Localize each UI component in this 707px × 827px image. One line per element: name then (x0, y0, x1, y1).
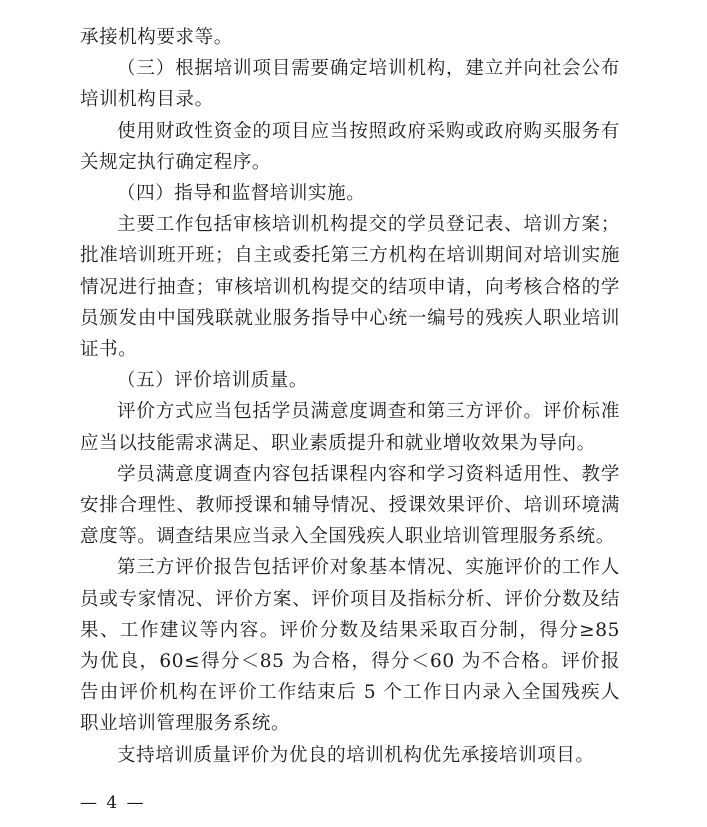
page-number: — 4 — (80, 793, 146, 813)
paragraph-satisfaction-survey: 学员满意度调查内容包括课程内容和学习资料适用性、教学安排合理性、教师授课和辅导情况、授课效果评价、培训环境满意度等。调查结果应当录入全国残疾人职业培训管理服务系统。 (80, 463, 620, 548)
paragraph-item-5: （五）评价培训质量。 (117, 370, 309, 392)
paragraph-evaluation-method: 评价方式应当包括学员满意度调查和第三方评价。评价标准应当以技能需求满足、职业素质提升和就业增收效果为导向。 (80, 401, 620, 454)
paragraph-priority-support: 支持培训质量评价为优良的培训机构优先承接培训项目。 (117, 744, 595, 766)
paragraph-continuation: 承接机构要求等。 (80, 27, 233, 48)
paragraph-main-work: 主要工作包括审核培训机构提交的学员登记表、培训方案；批准培训班开班；自主或委托第三方机构在培训期间对培训实施情况进行抽查；审核培训机构提交的结项申请，向考核合格的学员颁发由中国残联就业服务指导中心统一编号的残疾人职业培训证书。 (80, 214, 620, 361)
paragraph-item-3: （三）根据培训项目需要确定培训机构，建立并向社会公布培训机构目录。 (80, 58, 620, 111)
paragraph-procurement: 使用财政性资金的项目应当按照政府采购或政府购买服务有关规定执行确定程序。 (80, 120, 620, 173)
paragraph-third-party-report: 第三方评价报告包括评价对象基本情况、实施评价的工作人员或专家情况、评价方案、评价项目及指标分析、评价分数及结果、工作建议等内容。评价分数及结果采取百分制，得分≥85 为优良，60≤得分＜85 为合格，得分＜60 为不合格。评价报告由评价机构在评价工作结束后 5 个工作日内录入全国残疾人职业培训管理服务系统。 (80, 557, 620, 735)
document-body (80, 22, 620, 771)
paragraph-item-4: （四）指导和监督培训实施。 (117, 183, 366, 205)
